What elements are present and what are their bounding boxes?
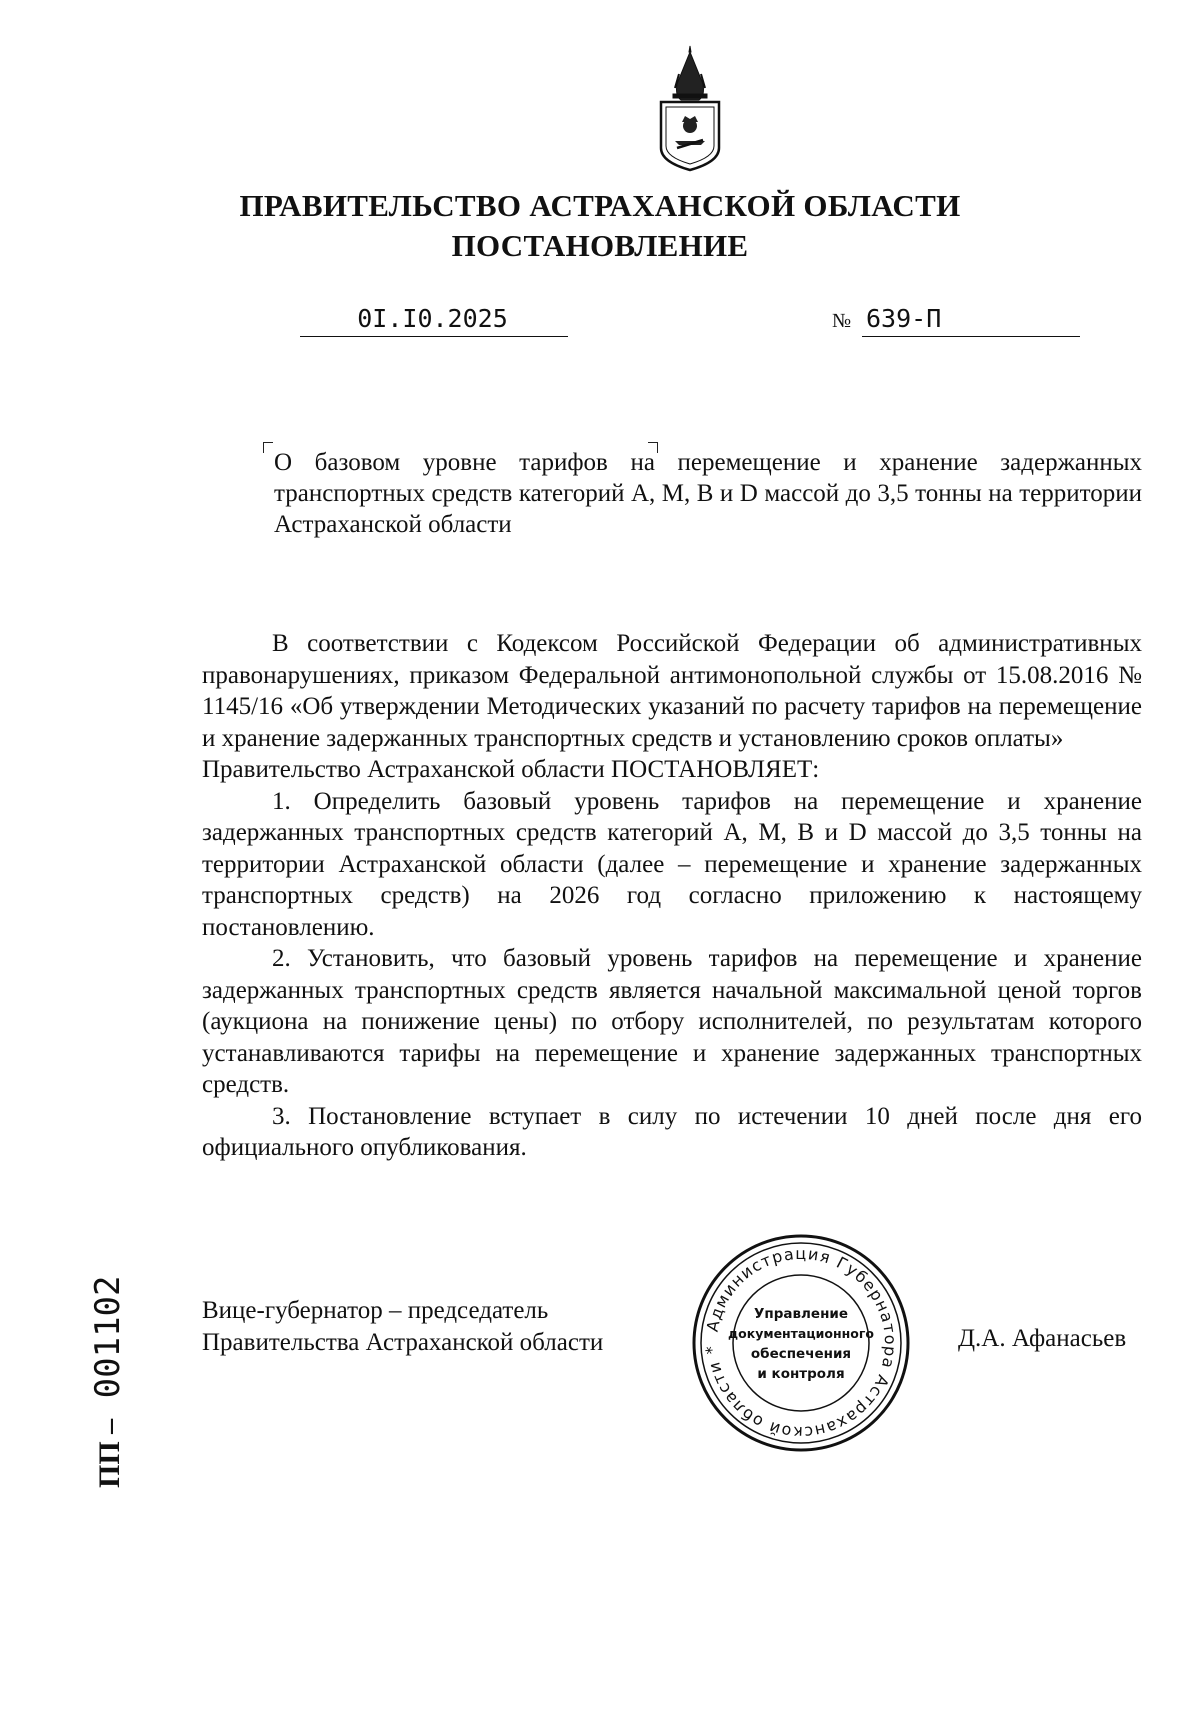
item-3-paragraph: 3. Постановление вступает в силу по истечении 10 дней после дня его официального опубликования. <box>202 1102 1142 1161</box>
stamp-center-line1: Управление <box>753 1306 849 1322</box>
item-2-paragraph: 2. Установить, что базовый уровень тарифов на перемещение и хранение задержанных транспортных средств является начальной максимальной ценой торгов (аукциона на понижение цены) по отбору исполнителей, по результатам которого устанавливаются тарифы на перемещение и хранение задержанных транспортных средств. <box>202 945 1142 1098</box>
date-underline <box>300 336 568 337</box>
official-stamp <box>690 1232 912 1454</box>
number-sign: № <box>832 310 852 332</box>
item-1-paragraph: 1. Определить базовый уровень тарифов на перемещение и хранение задержанных транспортных средств категорий A, M, B и D массой до 3,5 тонны на территории Астраханской области (далее – перемещение и хранение задержанных транспортных средств) на 2026 год согласно приложению к настоящему постановлению. <box>202 787 1142 941</box>
stamp-center-line3: обеспечения <box>750 1346 852 1362</box>
document-date: 0I.I0.2025 <box>357 304 508 333</box>
resolves-paragraph: Правительство Астраханской области ПОСТАНОВЛЯЕТ: <box>202 756 820 783</box>
registration-prefix: ПП – <box>93 1418 126 1488</box>
signatory-title-line1: Вице-губернатор – председатель <box>202 1297 549 1324</box>
document-subject: О базовом уровне тарифов на перемещение и хранение задержанных транспортных средств категорий A, M, B и D массой до 3,5 тонны на территории Астраханской области <box>274 449 1142 538</box>
registration-number: 001102 <box>88 1275 128 1399</box>
svg-text:Администрация Губернатора Астр <box>702 1244 900 1442</box>
document-number: 639-П <box>866 304 942 333</box>
stamp-ring-text: Администрация Губернатора Астраханской области * <box>701 1243 901 1443</box>
stamp-center-line4: и контроля <box>757 1366 845 1382</box>
number-underline <box>862 336 1080 337</box>
stamp-center-line2: документационного <box>728 1326 874 1341</box>
subject-left-bracket <box>263 442 273 453</box>
document-type-heading: ПОСТАНОВЛЕНИЕ <box>451 228 749 263</box>
document-body <box>202 628 1142 1164</box>
signatory-title-line2: Правительства Астраханской области <box>202 1329 604 1356</box>
preamble-paragraph: В соответствии с Кодексом Российской Федерации об административных правонарушениях, приказом Федеральной антимонопольной службы от 15.08.2016 № 1145/16 «Об утверждении Методических указаний по расчету тарифов на перемещение и хранение задержанных транспортных средств и установлению сроков оплаты» <box>202 630 1142 752</box>
government-heading: ПРАВИТЕЛЬСТВО АСТРАХАНСКОЙ ОБЛАСТИ <box>239 188 961 223</box>
registration-mark <box>88 1275 128 1488</box>
coat-of-arms-emblem <box>655 44 725 174</box>
signatory-name: Д.А. Афанасьев <box>958 1325 1127 1352</box>
signatory-title <box>202 1295 603 1359</box>
